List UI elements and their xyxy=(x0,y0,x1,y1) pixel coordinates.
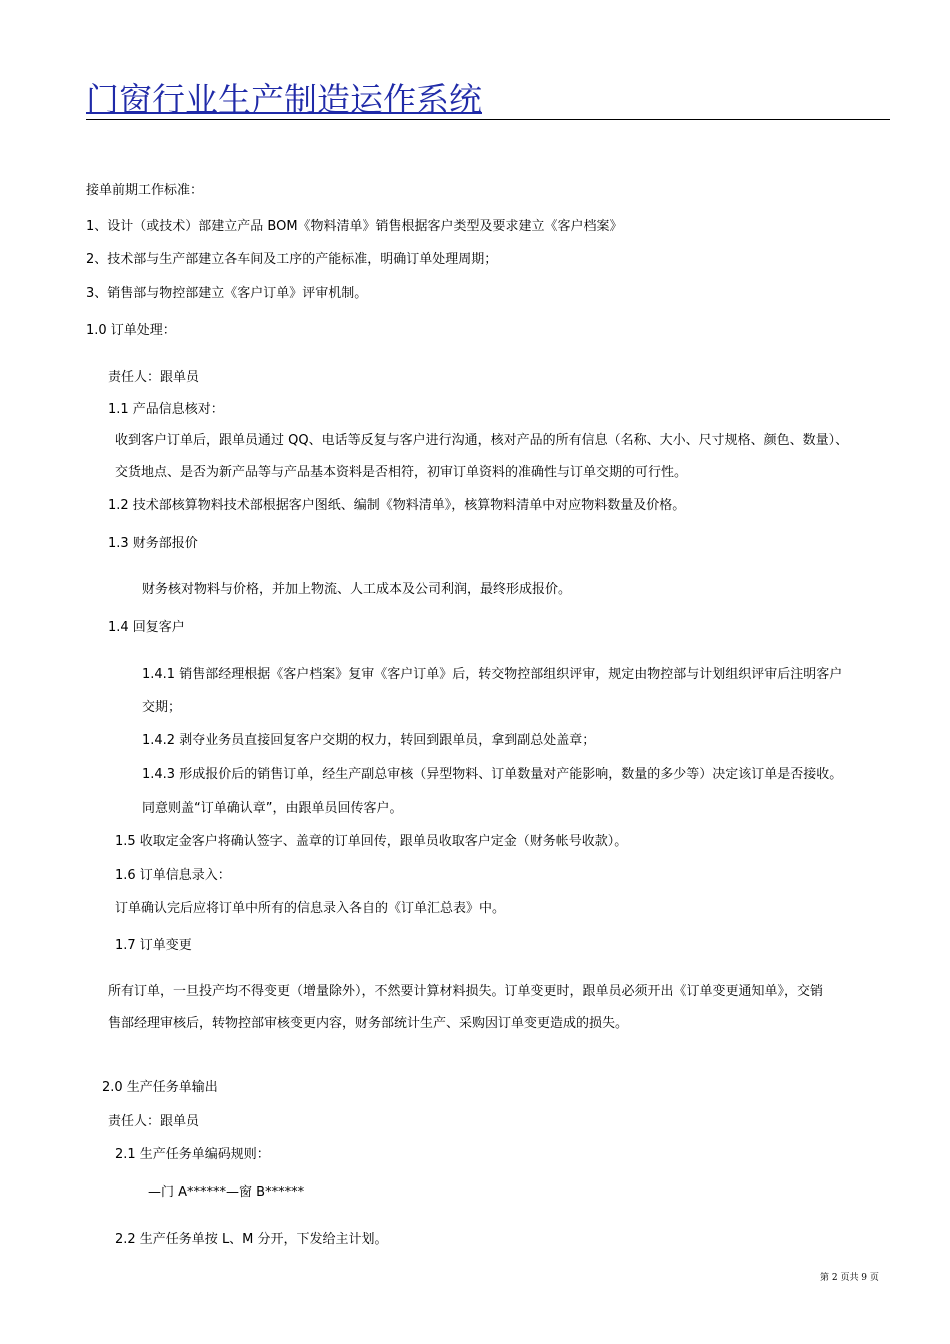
section-1-3-text: 财务核对物料与价格，并加上物流、人工成本及公司利润，最终形成报价。 xyxy=(142,582,572,597)
section-1-3-heading: 1.3 财务部报价 xyxy=(108,536,198,551)
document-title xyxy=(86,80,890,120)
section-1-4-2-text: 1.4.2 剥夺业务员直接回复客户交期的权力，转回到跟单员，拿到副总处盖章； xyxy=(142,733,596,748)
section-1-1-text-line-2: 交货地点、是否为新产品等与产品基本资料是否相符，初审订单资料的准确性与订单交期的可行性。 xyxy=(115,465,688,480)
intro-item-3: 3、销售部与物控部建立《客户订单》评审机制。 xyxy=(86,286,368,301)
section-1-1-text-line-1: 收到客户订单后，跟单员通过 QQ、电话等反复与客户进行沟通，核对产品的所有信息（名称、大小、尺寸规格、颜色、数量）、 xyxy=(115,433,849,448)
page-number: 第 2 页共 9 页 xyxy=(820,1273,879,1283)
section-1-4-3-line-1: 1.4.3 形成报价后的销售订单，经生产副总审核（异型物料、订单数量对产能影响，数量的多少等）决定该订单是否接收。 xyxy=(142,767,843,782)
section-1-4-heading: 1.4 回复客户 xyxy=(108,620,185,635)
section-1-4-1-line-2: 交期； xyxy=(142,700,182,715)
section-1-5-text: 1.5 收取定金客户将确认签字、盖章的订单回传，跟单员收取客户定金（财务帐号收款）。 xyxy=(115,834,628,849)
section-1-7-text-line-1: 所有订单，一旦投产均不得变更（增量除外），不然要计算材料损失。订单变更时，跟单员必须开出《订单变更通知单》，交销 xyxy=(108,984,824,999)
section-1-heading: 1.0 订单处理： xyxy=(86,323,176,338)
section-2-owner: 责任人：跟单员 xyxy=(108,1114,200,1129)
section-1-1-heading: 1.1 产品信息核对： xyxy=(108,402,224,417)
section-1-6-heading: 1.6 订单信息录入： xyxy=(115,868,231,883)
intro-item-2: 2、技术部与生产部建立各车间及工序的产能标准，明确订单处理周期； xyxy=(86,252,498,267)
section-2-1-heading: 2.1 生产任务单编码规则： xyxy=(115,1147,270,1162)
section-1-7-heading: 1.7 订单变更 xyxy=(115,938,192,953)
intro-heading: 接单前期工作标准： xyxy=(86,183,204,198)
intro-item-1: 1、设计（或技术）部建立产品 BOM《物料清单》销售根据客户类型及要求建立《客户档案》 xyxy=(86,219,623,234)
section-1-owner: 责任人：跟单员 xyxy=(108,370,200,385)
section-1-6-text: 订单确认完后应将订单中所有的信息录入各自的《订单汇总表》中。 xyxy=(115,901,506,916)
section-2-heading: 2.0 生产任务单输出 xyxy=(102,1080,218,1095)
section-1-4-3-line-2: 同意则盖“订单确认章”，由跟单员回传客户。 xyxy=(142,801,403,816)
document-title-text: 门窗行业生产制造运作系统 xyxy=(86,80,482,119)
section-1-4-1-line-1: 1.4.1 销售部经理根据《客户档案》复审《客户订单》后，转交物控部组织评审，规定由物控部与计划组织评审后注明客户 xyxy=(142,667,843,682)
section-2-1-code-rule: —门 A******—窗 B****** xyxy=(148,1185,305,1200)
section-2-2-text: 2.2 生产任务单按 L、M 分开，下发给主计划。 xyxy=(115,1232,388,1247)
section-1-2-text: 1.2 技术部核算物料技术部根据客户图纸、编制《物料清单》，核算物料清单中对应物料数量及价格。 xyxy=(108,498,686,513)
section-1-7-text-line-2: 售部经理审核后，转物控部审核变更内容，财务部统计生产、采购因订单变更造成的损失。 xyxy=(108,1016,629,1031)
